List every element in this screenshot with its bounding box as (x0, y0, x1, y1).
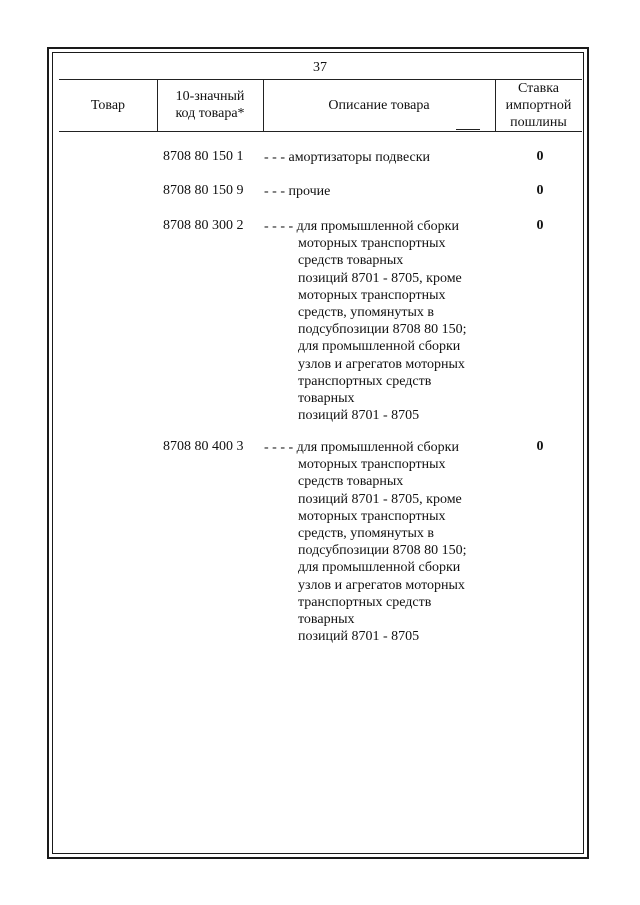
row-description-line: узлов и агрегатов моторных (298, 577, 465, 593)
row-description-line: - - - прочие (264, 184, 331, 199)
row-description (264, 183, 504, 200)
row-rate: 0 (536, 439, 544, 454)
header-code (157, 88, 263, 122)
header-rate-line2: импортной (505, 98, 572, 113)
header-description (263, 97, 495, 114)
row-description (264, 149, 504, 166)
header-rate (495, 80, 582, 131)
row-description-line: моторных транспортных (298, 457, 446, 473)
row-code: 8708 80 150 9 (163, 183, 244, 198)
row-description-line: для промышленной сборки (298, 560, 461, 576)
row-description-line: позиций 8701 - 8705, кроме (298, 491, 462, 507)
header-tovar (59, 97, 157, 114)
row-description-line: транспортных средств (298, 373, 432, 389)
row-code: 8708 80 300 2 (163, 218, 244, 233)
row-description (264, 218, 504, 424)
row-code: 8708 80 400 3 (163, 439, 244, 454)
row-description-line: узлов и агрегатов моторных (298, 356, 465, 372)
header-tovar-label: Товар (90, 98, 126, 113)
row-description-line: моторных транспортных (298, 236, 446, 252)
row-description-line: средств товарных (298, 253, 404, 269)
row-description (264, 439, 504, 645)
row-code: 8708 80 150 1 (163, 149, 244, 164)
row-description-line: средств, упомянутых в (298, 526, 434, 542)
row-description-line: средств, упомянутых в (298, 305, 434, 321)
row-description-line: позиций 8701 - 8705 (298, 629, 420, 645)
table-header-rule-fragment (456, 129, 480, 130)
row-description-line: - - - амортизаторы подвески (264, 150, 431, 165)
header-rate-line1: Ставка (517, 81, 560, 96)
row-description-line: позиций 8701 - 8705, кроме (298, 270, 462, 286)
header-code-line1: 10-значный (175, 89, 245, 104)
header-code-line2: код товара* (175, 106, 245, 121)
row-description-line: подсубпозиции 8708 80 150; (298, 322, 467, 338)
row-description-line: товарных (298, 612, 355, 628)
table-header-bottom-rule (59, 131, 582, 132)
page-number: 37 (313, 60, 327, 75)
row-description-line: моторных транспортных (298, 508, 446, 524)
header-description-label: Описание товара (328, 98, 430, 113)
row-rate: 0 (536, 218, 544, 233)
row-rate: 0 (536, 149, 544, 164)
row-description-line: позиций 8701 - 8705 (298, 408, 420, 424)
row-description-line: средств товарных (298, 474, 404, 490)
row-description-line: подсубпозиции 8708 80 150; (298, 543, 467, 559)
row-rate: 0 (536, 183, 544, 198)
row-description-line: моторных транспортных (298, 287, 446, 303)
row-description-line: товарных (298, 391, 355, 407)
row-description-line: - - - - для промышленной сборки (264, 219, 459, 234)
row-description-line: - - - - для промышленной сборки (264, 440, 459, 455)
row-description-line: для промышленной сборки (298, 339, 461, 355)
header-rate-line3: пошлины (510, 115, 567, 130)
row-description-line: транспортных средств (298, 594, 432, 610)
